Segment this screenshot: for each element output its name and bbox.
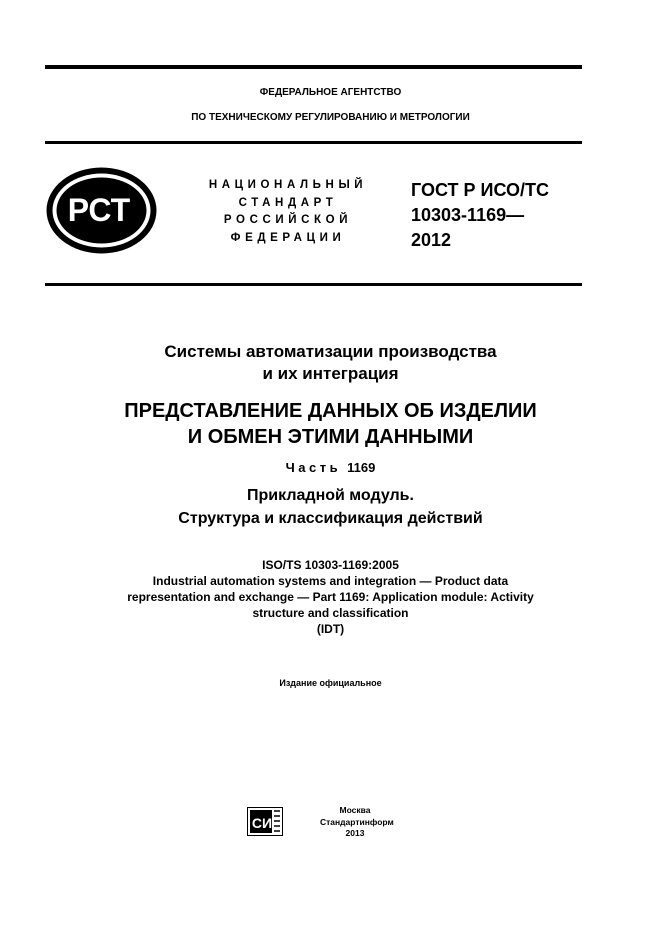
agency-line-1: ФЕДЕРАЛЬНОЕ АГЕНТСТВО [259, 87, 402, 98]
imprint-year: 2013 [345, 828, 365, 838]
designation-line-1: ГОСТ Р ИСО/ТС [411, 180, 550, 200]
standard-divider [45, 283, 582, 286]
emblem-text: РСТ [67, 192, 131, 228]
title-line-4: И ОБМЕН ЭТИМИ ДАННЫМИ [187, 426, 474, 448]
part-label: Часть [285, 460, 342, 475]
standard-designation [411, 178, 549, 253]
standard-type [196, 177, 380, 247]
idt-marker: (IDT) [316, 622, 345, 636]
standard-type-line-4: ФЕДЕРАЦИИ [230, 231, 346, 244]
gost-emblem-icon [45, 166, 158, 255]
standartinform-logo-icon [247, 807, 283, 836]
agency-line-2: ПО ТЕХНИЧЕСКОМУ РЕГУЛИРОВАНИЮ И МЕТРОЛОГИИ [191, 112, 470, 123]
imprint-city: Москва [339, 805, 371, 815]
edition-note: Издание официальное [279, 678, 382, 688]
designation-line-3: 2012 [411, 230, 452, 250]
english-title-line-2: representation and exchange — Part 1169: Application module: Activity [127, 590, 534, 604]
imprint [320, 805, 394, 840]
designation-line-2: 10303-1169— [411, 205, 525, 225]
english-title-line-3: structure and classification [252, 606, 409, 620]
english-title-line-1: Industrial automation systems and integration — Product data [152, 574, 509, 588]
title-line-6: Структура и классификация действий [178, 510, 483, 527]
title-line-5: Прикладной модуль. [247, 487, 414, 504]
header-divider [45, 141, 582, 144]
part-number: 1169 [347, 460, 376, 475]
imprint-publisher: Стандартинформ [320, 816, 394, 827]
title-line-3: ПРЕДСТАВЛЕНИЕ ДАННЫХ ОБ ИЗДЕЛИИ [124, 400, 537, 422]
part-line [0, 460, 661, 475]
standard-type-line-1: НАЦИОНАЛЬНЫЙ [208, 179, 368, 191]
standard-type-line-2: СТАНДАРТ [238, 196, 338, 209]
iso-reference: ISO/TS 10303-1169:2005 [262, 558, 399, 572]
logo-text: СИ [251, 815, 273, 831]
title-line-1: Системы автоматизации производства [164, 342, 497, 361]
standard-type-line-3: РОССИЙСКОЙ [223, 214, 353, 226]
top-rule [45, 65, 582, 69]
title-line-2: и их интеграция [262, 364, 399, 383]
